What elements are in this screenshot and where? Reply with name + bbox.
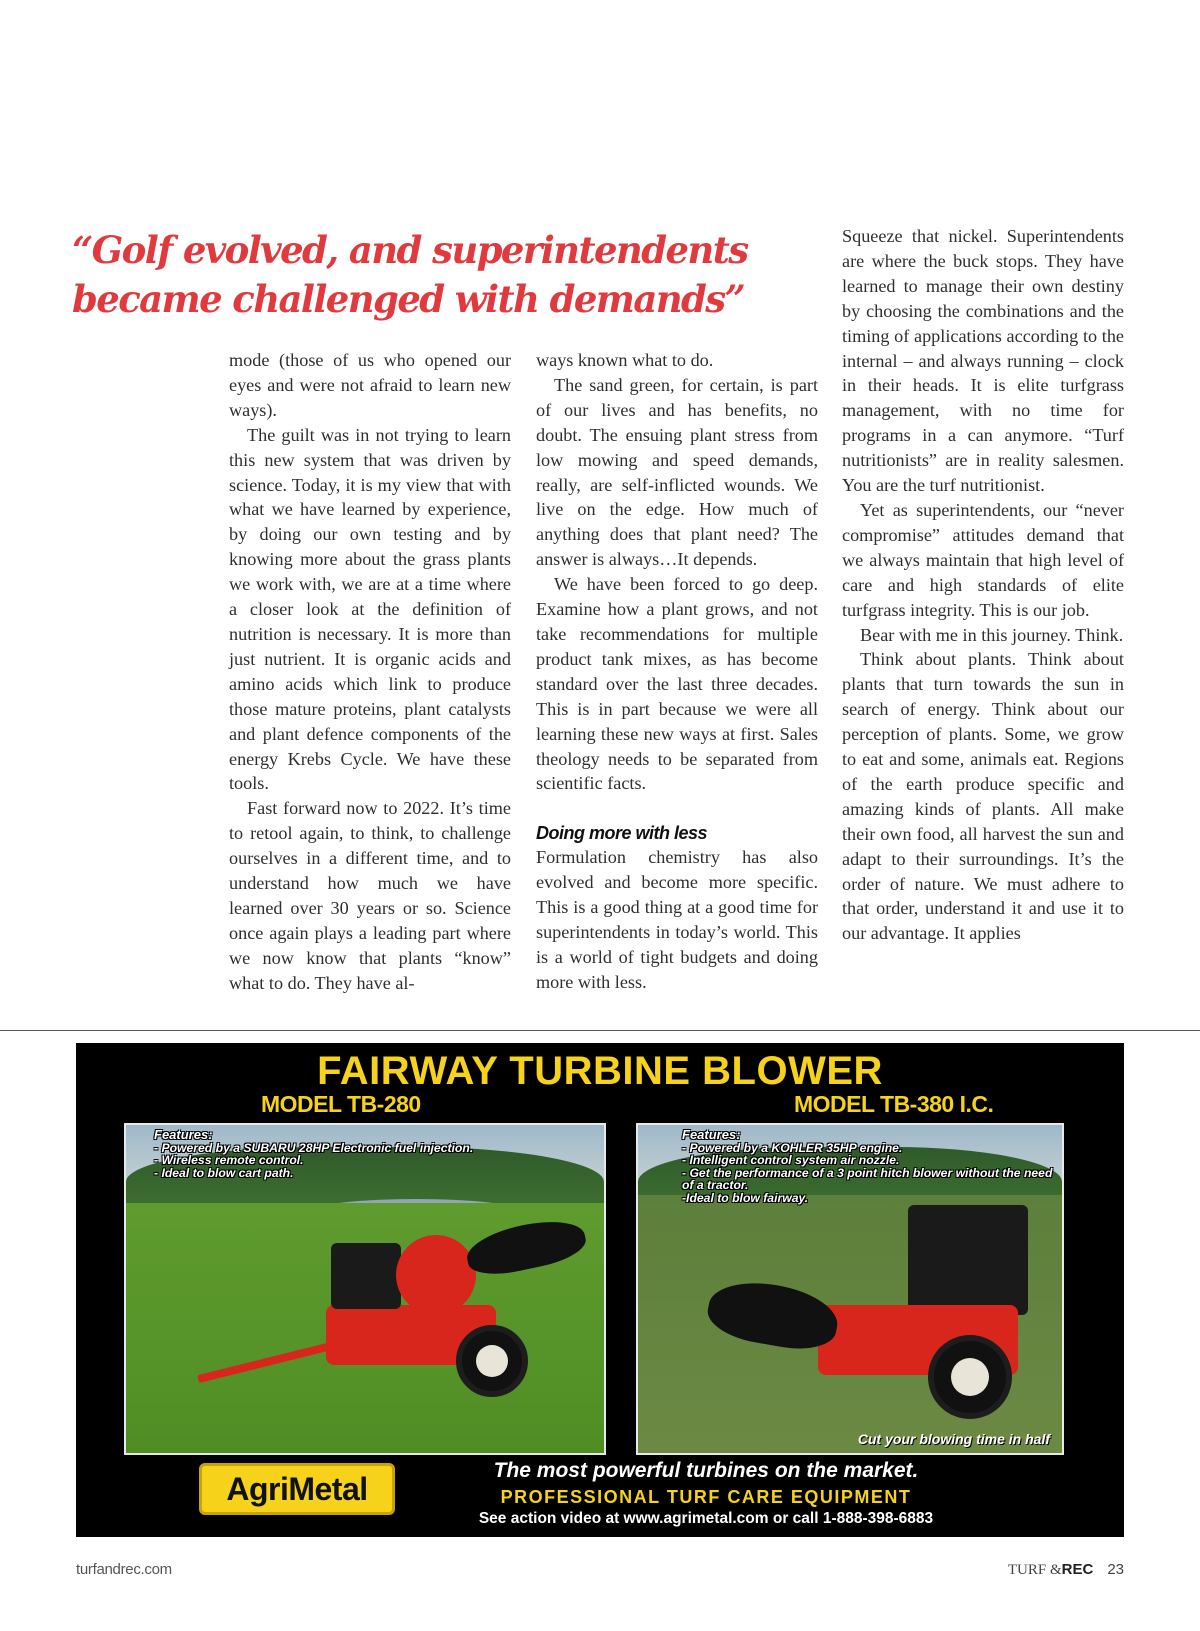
features-list-right xyxy=(682,1129,1062,1204)
pull-quote-line-1: “Golf evolved, and superintendents xyxy=(72,228,748,272)
paragraph: The guilt was in not trying to learn this new system that was driven by science. Today, it is my view that with what we have learned by experience, by doing our own testing and by knowing more about the grass plants we work with, we are at a time where a closer look at the definition of nutrition is necessary. It is more than just nutrient. It is organic acids and amino acids which link to produce those mature proteins, plant catalysts and plant defence components of the energy Krebs Cycle. We have these tools. xyxy=(229,424,511,794)
blower-engine xyxy=(331,1243,401,1309)
paragraph: Bear with me in this journey. Think. xyxy=(860,624,1124,645)
page-number: 23 xyxy=(1107,1561,1124,1578)
paragraph: mode (those of us who opened our eyes and were not afraid to learn new ways). xyxy=(229,350,511,420)
article-column-2 xyxy=(536,348,818,995)
wheel-hub xyxy=(476,1345,508,1377)
agrimetal-logo: AgriMetal xyxy=(199,1463,395,1515)
product-photo-tb280 xyxy=(124,1123,606,1455)
feature-item: - Get the performance of a 3 point hitch blower without the need of a tractor. xyxy=(682,1165,1053,1192)
feature-item: - Powered by a SUBARU 28HP Electronic fuel injection. xyxy=(154,1140,474,1155)
pull-quote xyxy=(72,226,812,324)
ad-divider xyxy=(0,1030,1200,1031)
feature-item: - Powered by a KOHLER 35HP engine. xyxy=(682,1140,903,1155)
ad-tagline: The most powerful turbines on the market. xyxy=(493,1459,919,1482)
features-title: Features: xyxy=(682,1127,741,1142)
paragraph: Fast forward now to 2022. It’s time to retool again, to think, to challenge ourselves in a different time, and to understand how much we have learned over 30 years or so. Science once again plays a leading part where we now know that plants “know” what to do. They have al- xyxy=(229,798,511,993)
paragraph: Squeeze that nickel. Superintendents are where the buck stops. They have learned to manage their own destiny by choosing the combinations and the timing of applications according to the internal – and always running – clock in their heads. It is elite turfgrass management, with no time for programs in a can anymore. “Turf nutritionists” are in reality salesmen. You are the turf nutritionist. xyxy=(842,226,1124,496)
paragraph: We have been forced to go deep. Examine how a plant grows, and not take recommendations for multiple product tank mixes, as has become standard over the last three decades. This is in part because we were all learning these new ways at first. Sales theology needs to be separated from scientific facts. xyxy=(536,574,818,794)
pull-quote-line-2: became challenged with demands” xyxy=(72,277,745,321)
article-column-3 xyxy=(842,224,1124,946)
paragraph: ways known what to do. xyxy=(536,350,714,370)
advertisement[interactable] xyxy=(76,1043,1124,1537)
paragraph: The sand green, for certain, is part of our lives and has benefits, no doubt. The ensuing plant stress from low mowing and speed demands, really, are self-inflicted wounds. We live on the edge. How much of anything does that plant need? The answer is always…It depends. xyxy=(536,374,818,570)
section-heading: Doing more with less xyxy=(536,823,708,844)
ad-contact[interactable]: See action video at www.agrimetal.com or call 1-888-398-6883 xyxy=(478,1510,934,1527)
footer-website[interactable]: turfandrec.com xyxy=(76,1561,172,1578)
ad-subtitle: PROFESSIONAL TURF CARE EQUIPMENT xyxy=(500,1487,912,1507)
article-column-1 xyxy=(229,348,511,996)
feature-item: - Wireless remote control. xyxy=(154,1153,304,1167)
feature-item: - Intelligent control system air nozzle. xyxy=(682,1153,900,1167)
footer-brand-b: REC xyxy=(1061,1561,1094,1578)
paragraph: Formulation chemistry has also evolved and become more specific. This is a good thing at a good time for superintendents in today’s world. This is a world of tight budgets and doing more with less. xyxy=(536,847,818,992)
features-list-left xyxy=(154,1129,473,1179)
footer-brand xyxy=(1008,1561,1124,1579)
footer-brand-a: TURF & xyxy=(1007,1562,1062,1578)
paragraph: Yet as superintendents, our “never compromise” attitudes demand that we always maintain that high level of care and high standards of elite turfgrass integrity. This is our job. xyxy=(842,499,1124,620)
feature-item: - Ideal to blow cart path. xyxy=(154,1165,294,1180)
model-left-label: MODEL TB-280 xyxy=(261,1091,421,1117)
product-photo-tb380 xyxy=(636,1123,1064,1455)
wheel-hub xyxy=(951,1358,989,1396)
ad-title: FAIRWAY TURBINE BLOWER xyxy=(317,1049,883,1093)
blower-engine-cage xyxy=(908,1205,1028,1315)
features-title: Features: xyxy=(154,1127,213,1142)
photo-caption: Cut your blowing time in half xyxy=(857,1431,1050,1447)
blower-fan-housing xyxy=(396,1235,476,1315)
paragraph: Think about plants. Think about plants that turn towards the sun in search of energy. Think about our perception of plants. Some, we grow to eat and some, animals eat. Regions of the earth produce specific and amazing kinds of plants. All make their own food, all harvest the sun and adapt to their surroundings. It’s the order of nature. We must adhere to that order, understand it and use it to our advantage. It applies xyxy=(842,649,1124,944)
model-right-label: MODEL TB-380 I.C. xyxy=(794,1091,994,1117)
feature-item: -Ideal to blow fairway. xyxy=(682,1190,809,1205)
